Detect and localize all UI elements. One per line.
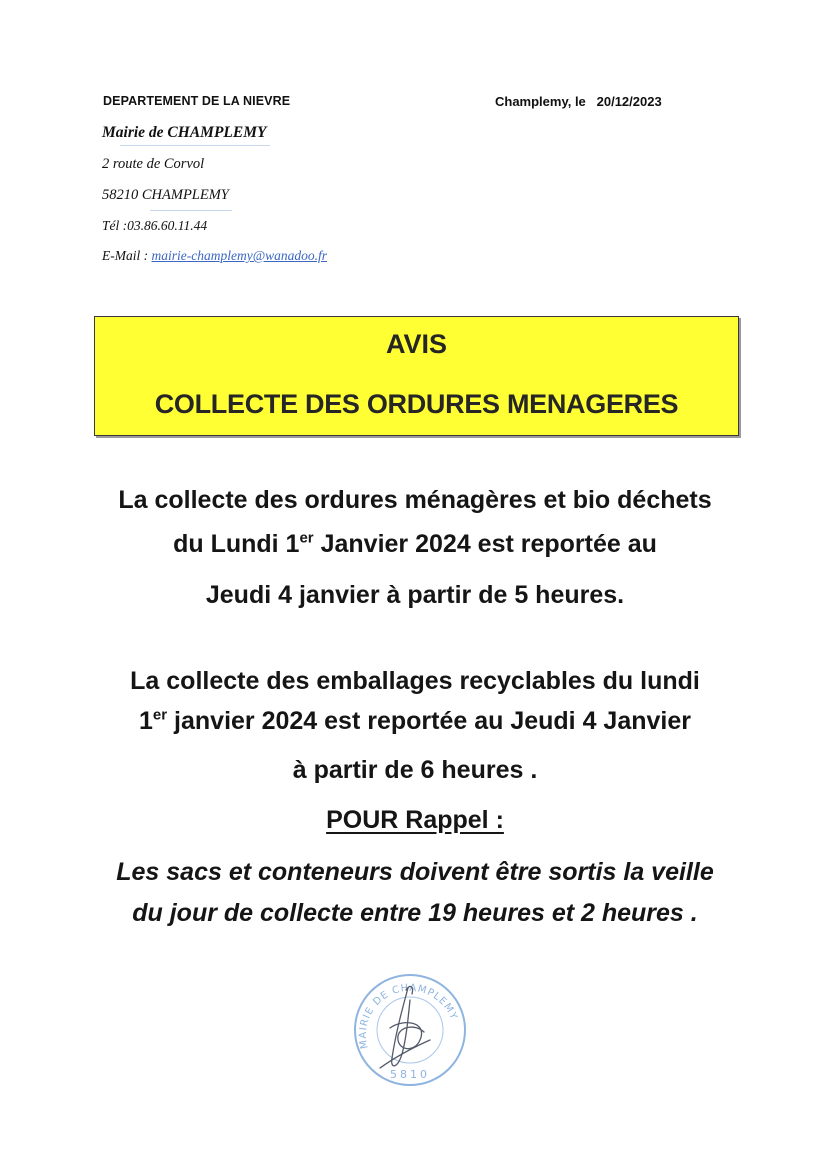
text-segment: 1 xyxy=(139,707,153,735)
paragraph-2-line-1: La collecte des emballages recyclables du lundi xyxy=(130,667,700,695)
department-name: DEPARTEMENT DE LA NIEVRE xyxy=(103,94,291,108)
header-underline xyxy=(120,145,270,146)
email-line xyxy=(102,248,327,264)
stamp-inner-ring xyxy=(377,997,443,1063)
address-line-1: 2 route de Corvol xyxy=(102,156,205,172)
email-label: E-Mail : xyxy=(102,248,152,263)
stamp-code: 5810 xyxy=(390,1068,430,1081)
text-segment: janvier 2024 est reportée au Jeudi 4 Janvier xyxy=(167,707,691,735)
paragraph-1-line-1: La collecte des ordures ménagères et bio déchets xyxy=(118,486,712,514)
reminder-heading: POUR Rappel : xyxy=(326,806,504,834)
notice-subtitle: COLLECTE DES ORDURES MENAGERES xyxy=(154,389,679,419)
superscript: er xyxy=(152,706,168,724)
address-underline xyxy=(150,210,232,211)
text-segment: Janvier 2024 est reportée au xyxy=(313,530,657,558)
reminder-line-1: Les sacs et conteneurs doivent être sortis la veille xyxy=(116,858,714,886)
email-link[interactable]: mairie-champlemy@wanadoo.fr xyxy=(151,248,328,263)
mairie-name: Mairie de CHAMPLEMY xyxy=(102,124,267,141)
paragraph-1-line-2 xyxy=(60,530,770,559)
paragraph-2-line-2 xyxy=(60,707,770,736)
stamp-text: MAIRIE DE CHAMPLEMY xyxy=(357,982,460,1050)
paragraph-1-line-3: Jeudi 4 janvier à partir de 5 heures. xyxy=(205,581,625,609)
reminder-line-2: du jour de collecte entre 19 heures et 2 heures . xyxy=(132,899,698,927)
superscript: er xyxy=(299,529,314,547)
notice-title: AVIS xyxy=(385,329,447,359)
place-date: Champlemy, le 20/12/2023 xyxy=(495,94,662,109)
notice-box xyxy=(94,316,739,436)
mairie-stamp xyxy=(350,970,470,1090)
text-segment: du Lundi 1 xyxy=(173,530,300,558)
phone-number: Tél :03.86.60.11.44 xyxy=(102,218,208,233)
address-line-2: 58210 CHAMPLEMY xyxy=(102,187,229,203)
paragraph-2-line-3: à partir de 6 heures . xyxy=(292,756,538,784)
